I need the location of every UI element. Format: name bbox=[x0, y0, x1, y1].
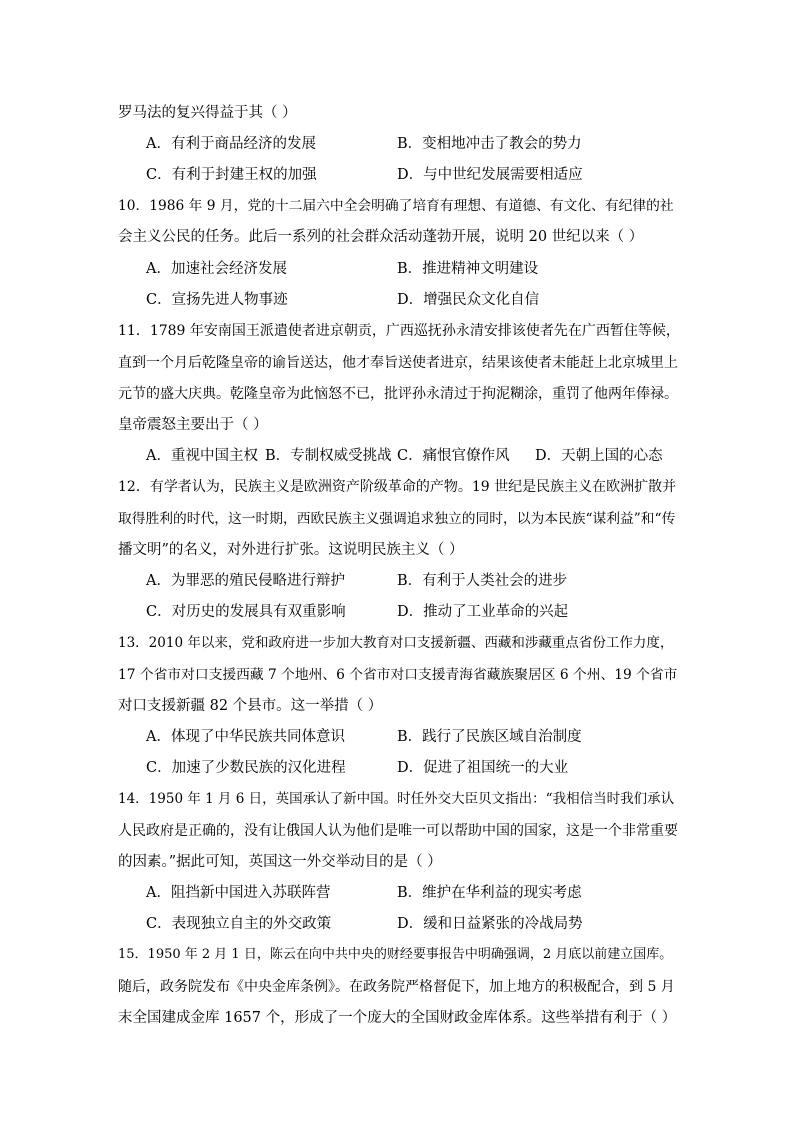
q11-option-b[interactable]: B．专制权威受挑战 bbox=[265, 448, 392, 464]
q14-stem-line-1: 14．1950 年 1 月 6 日，英国承认了新中国。时任外交大臣贝文指出：“我相信当时我们承认 bbox=[118, 791, 675, 807]
q15-stem-line-1: 15．1950 年 2 月 1 日，陈云在向中共中央的财经要事报告中明确强调，2 月底以前建立国库。 bbox=[118, 947, 673, 962]
q13-option-d[interactable]: D．促进了祖国统一的大业 bbox=[397, 760, 569, 776]
q13-stem-line-3: 对口支援新疆 82 个县市。这一举措（ ） bbox=[118, 698, 383, 714]
q9-option-a[interactable]: A．有利于商品经济的发展 bbox=[146, 136, 316, 152]
q14-option-c[interactable]: C．表现独立自主的外交政策 bbox=[146, 916, 332, 932]
q12-stem-line-2: 取得胜利的时代，这一时期，西欧民族主义强调追求独立的同时，以为本民族“谋利益”和“传 bbox=[118, 511, 676, 527]
q10-option-b[interactable]: B．推进精神文明建设 bbox=[397, 261, 539, 277]
q12-stem-line-1: 12．有学者认为，民族主义是欧洲资产阶级革命的产物。19 世纪是民族主义在欧洲扩散并 bbox=[118, 479, 677, 495]
q9-option-c[interactable]: C．有利于封建王权的加强 bbox=[146, 167, 317, 183]
q12-option-a[interactable]: A．为罪恶的殖民侵略进行辩护 bbox=[146, 573, 345, 589]
q10-stem-line-2: 会主义公民的任务。此后一系列的社会群众活动蓬勃开展，说明 20 世纪以来（ ） bbox=[118, 229, 644, 245]
q15-stem-line-2: 随后，政务院发布《中央金库条例》。在政务院严格督促下，加上地方的积极配合，到 5 月 bbox=[118, 979, 675, 995]
q15-stem-line-3: 末全国建成金库 1657 个，形成了一个庞大的全国财政金库体系。这些举措有利于（ ） bbox=[118, 1010, 677, 1026]
q14-option-d[interactable]: D．缓和日益紧张的冷战局势 bbox=[397, 916, 583, 932]
q10-option-c[interactable]: C．宣扬先进人物事迹 bbox=[146, 292, 288, 308]
q13-stem-line-1: 13．2010 年以来，党和政府进一步加大教育对口支援新疆、西藏和涉藏重点省份工作力度， bbox=[118, 635, 674, 651]
q10-option-d[interactable]: D．增强民众文化自信 bbox=[397, 292, 540, 308]
q10-option-a[interactable]: A．加速社会经济发展 bbox=[146, 261, 287, 277]
q14-stem-line-2: 人民政府是正确的，没有让俄国人认为他们是唯一可以帮助中国的国家，这是一个非常重要 bbox=[118, 823, 678, 839]
q11-option-d[interactable]: D．天朝上国的心态 bbox=[535, 448, 663, 464]
q9-stem-end: 罗马法的复兴得益于其（ ） bbox=[118, 105, 297, 121]
q11-option-c[interactable]: C．痛恨官僚作风 bbox=[397, 448, 510, 464]
q9-option-d[interactable]: D．与中世纪发展需要相适应 bbox=[397, 167, 583, 183]
q13-stem-line-2: 17 个省市对口支援西藏 7 个地州、6 个省市对口支援青海省藏族聚居区 6 个州、19 个省市 bbox=[118, 667, 678, 683]
q14-option-b[interactable]: B．维护在华利益的现实考虑 bbox=[397, 885, 582, 901]
q12-option-d[interactable]: D．推动了工业革命的兴起 bbox=[397, 604, 569, 620]
q12-option-b[interactable]: B．有利于人类社会的进步 bbox=[397, 573, 568, 589]
q14-option-a[interactable]: A．阻挡新中国进入苏联阵营 bbox=[146, 885, 331, 901]
q13-option-b[interactable]: B．践行了民族区域自治制度 bbox=[397, 729, 582, 745]
q12-option-c[interactable]: C．对历史的发展具有双重影响 bbox=[146, 604, 346, 620]
q13-option-c[interactable]: C．加速了少数民族的汉化进程 bbox=[146, 760, 346, 776]
q11-stem-line-3: 元节的盛大庆典。乾隆皇帝为此恼怒不已，批评孙永清过于拘泥糊涂，重罚了他两年俸禄。 bbox=[118, 386, 678, 402]
q13-option-a[interactable]: A．体现了中华民族共同体意识 bbox=[146, 729, 345, 745]
q11-stem-line-1: 11．1789 年安南国王派遣使者进京朝贡，广西巡抚孙永清安排该使者先在广西暂住等候， bbox=[118, 323, 680, 339]
q11-stem-line-4: 皇帝震怒主要出于（ ） bbox=[118, 417, 268, 433]
q14-stem-line-3: 的因素。”据此可知，英国这一外交举动目的是（ ） bbox=[118, 854, 442, 870]
q9-option-b[interactable]: B．变相地冲击了教会的势力 bbox=[397, 136, 582, 152]
q11-option-a[interactable]: A．重视中国主权 bbox=[146, 448, 258, 464]
q10-stem-line-1: 10．1986 年 9 月，党的十二届六中全会明确了培育有理想、有道德、有文化、有纪律的社 bbox=[118, 198, 674, 214]
q12-stem-line-3: 播文明”的名义，对外进行扩张。这说明民族主义（ ） bbox=[118, 542, 464, 558]
q11-stem-line-2: 直到一个月后乾隆皇帝的谕旨送达，他才奉旨送使者进京，结果该使者未能赶上北京城里上 bbox=[118, 355, 678, 371]
